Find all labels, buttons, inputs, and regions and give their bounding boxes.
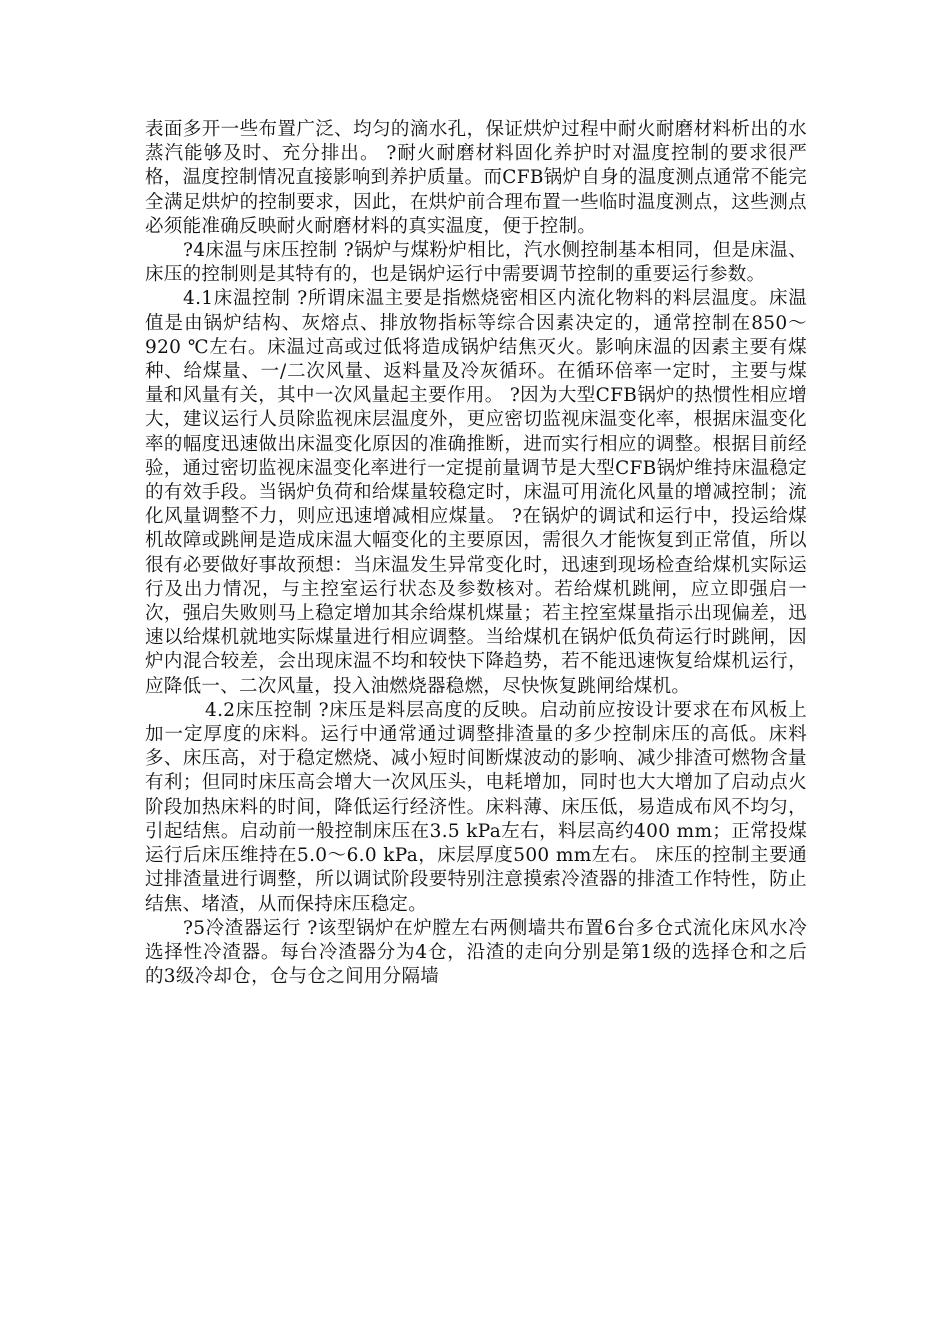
paragraph-furnace-drying: 表面多开一些布置广泛、均匀的滴水孔，保证烘炉过程中耐火耐磨材料析出的水蒸汽能够及时、充分排出。 ?耐火耐磨材料固化养护时对温度控制的要求很严格，温度控制情况直接影响到养护质量。而CFB锅炉自身的温度测点通常不能完全满足烘炉的控制要求，因此，在烘炉前合理布置一些临时温度测点，这些测点必须能准确反映耐火耐磨材料的真实温度，便于控制。 bbox=[145, 119, 807, 237]
paragraph-section-4-heading: ?4床温与床压控制 ?锅炉与煤粉炉相比，汽水侧控制基本相同，但是床温、床压的控制则是其特有的，也是锅炉运行中需要调节控制的重要运行参数。 bbox=[145, 240, 807, 286]
paragraph-section-5-ash-cooler: ?5冷渣器运行 ?该型锅炉在炉膛左右两侧墙共布置6台多仓式流化床风水冷选择性冷渣器。每台冷渣器分为4仓，沿渣的走向分别是第1级的选择仓和之后的3级冷却仓，仓与仓之间用分隔墙 bbox=[145, 917, 807, 988]
paragraph-section-4-2-bed-pressure: 4.2床压控制 ?床压是料层高度的反映。启动前应按设计要求在布风板上加一定厚度的床料。运行中通常通过调整排渣量的多少控制床压的高低。床料多、床压高，对于稳定燃烧、减小短时间断煤波动的影响、减少排渣可燃物含量有利；但同时床压高会增大一次风压头，电耗增加，同时也大大增加了启动点火阶段加热床料的时间，降低运行经济性。床料薄、床压低，易造成布风不均匀，引起结焦。启动前一般控制床压在3.5 kPa左右，料层高约400 mm；正常投煤运行后床压维持在5.0～6.0 kPa，床层厚度500 mm左右。 床压的控制主要通过排渣量进行调整，所以调试阶段要特别注意摸索冷渣器的排渣工作特性，防止结焦、堵渣，从而保持床压稳定。 bbox=[145, 699, 807, 915]
document-page bbox=[145, 118, 807, 989]
paragraph-section-4-1-bed-temperature: 4.1床温控制 ?所谓床温主要是指燃烧密相区内流化物料的料层温度。床温值是由锅炉结构、灰熔点、排放物指标等综合因素决定的，通常控制在850～920 ℃左右。床温过高或过低将造成锅炉结焦灭火。影响床温的因素主要有煤种、给煤量、一/二次风量、返料量及冷灰循环。在循环倍率一定时，主要与煤量和风量有关，其中一次风量起主要作用。 ?因为大型CFB锅炉的热惯性相应增大，建议运行人员除监视床层温度外，更应密切监视床温变化率，根据床温变化率的幅度迅速做出床温变化原因的准确推断，进而实行相应的调整。根据目前经验，通过密切监视床温变化率进行一定提前量调节是大型CFB锅炉维持床温稳定的有效手段。当锅炉负荷和给煤量较稳定时，床温可用流化风量的增减控制；流化风量调整不力，则应迅速增减相应煤量。 ?在锅炉的调试和运行中，投运给煤机故障或跳闸是造成床温大幅变化的主要原因，需很久才能恢复到正常值，所以很有必要做好事故预想：当床温发生异常变化时，迅速到现场检查给煤机实际运行及出力情况，与主控室运行状态及参数核对。若给煤机跳闸，应立即强启一次，强启失败则马上稳定增加其余给煤机煤量；若主控室煤量指示出现偏差，迅速以给煤机就地实际煤量进行相应调整。当给煤机在锅炉低负荷运行时跳闸，因炉内混合较差，会出现床温不均和较快下降趋势，若不能迅速恢复给煤机运行，应降低一、二次风量，投入油燃烧器稳燃，尽快恢复跳闸给煤机。 bbox=[145, 288, 807, 697]
